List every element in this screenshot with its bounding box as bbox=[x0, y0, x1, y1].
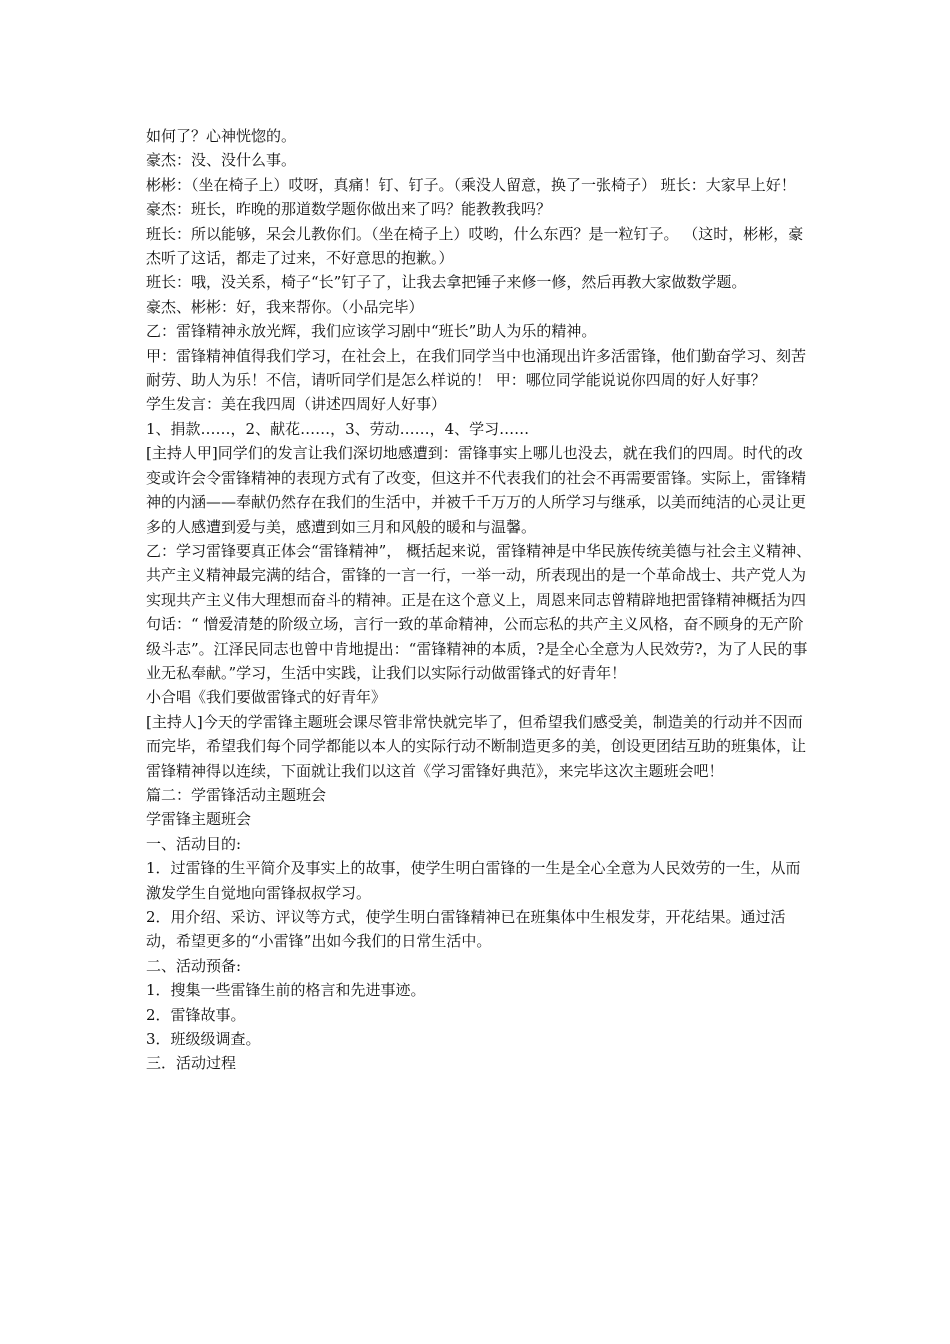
paragraph: 学生发言：美在我四周（讲述四周好人好事） bbox=[146, 395, 447, 414]
list-item: 3．班级级调查。 bbox=[146, 1030, 261, 1049]
paragraph: 乙：雷锋精神永放光辉，我们应该学习剧中“班长”助人为乐的精神。 bbox=[146, 322, 597, 341]
paragraph: 班长：哦，没关系，椅子“长”钉子了，让我去拿把锤子来修一修，然后再教大家做数学题。 bbox=[146, 273, 747, 292]
paragraph: 彬彬：（坐在椅子上）哎呀，真痛！钉、钉子。（乘没人留意，换了一张椅子） 班长：大家早上好！ bbox=[146, 175, 796, 194]
paragraph: [主持人甲]同学们的发言让我们深切地感遭到：雷锋事实上哪儿也没去，就在我们的四周。时代的改变或许会令雷锋精神的表现方式有了改变，但这并不代表我们的社会不再需要雷锋。实际上，雷锋精神的内涵——奉献仍然存在我们的生活中，并被千千万万的人所学习与继承，以美而纯洁的心灵让更多的人感遭到爱与美，感遭到如三月和风般的暖和与温馨。 bbox=[146, 444, 807, 536]
paragraph: 如何了？心神恍惚的。 bbox=[146, 127, 297, 145]
section-subtitle: 学雷锋主题班会 bbox=[146, 810, 252, 829]
paragraph: [主持人]今天的学雷锋主题班会课尽管非常快就完毕了，但希望我们感受美，制造美的行动并不因而而完毕，希望我们每个同学都能以本人的实际行动不断制造更多的美，创设更团结互助的班集体，让雷锋精神得以连续，下面就让我们以这首《学习雷锋好典范》，来完毕这次主题班会吧！ bbox=[146, 712, 807, 780]
paragraph: 班长：所以能够，呆会儿教你们。（坐在椅子上）哎哟，什么东西？是一粒钉子。 （这时，彬彬，豪杰听了这话，都走了过来，不好意思的抱歉。） bbox=[146, 224, 804, 268]
paragraph: 豪杰、彬彬：好，我来帮你。（小品完毕） bbox=[146, 297, 424, 316]
list-heading: 二、活动预备: bbox=[146, 956, 242, 975]
document-body bbox=[146, 124, 814, 1076]
paragraph: 豪杰：没、没什么事。 bbox=[146, 151, 297, 170]
list-item: 2．用介绍、采访、评议等方式，使学生明白雷锋精神已在班集体中生根发芽，开花结果。通过活动，希望更多的“小雷锋”出如今我们的日常生活中。 bbox=[146, 908, 786, 951]
paragraph: 1、捐款……，2、献花……，3、劳动……，4、学习…… bbox=[146, 419, 530, 438]
paragraph: 甲：雷锋精神值得我们学习，在社会上，在我们同学当中也涌现出许多活雷锋，他们勤奋学习、刻苦耐劳、助人为乐！不信，请听同学们是怎么样说的！ 甲：哪位同学能说说你四周的好人好事？ bbox=[146, 346, 807, 390]
list-item: 2．雷锋故事。 bbox=[146, 1005, 246, 1024]
paragraph: 小合唱《我们要做雷锋式的好青年》 bbox=[146, 688, 387, 707]
paragraph: 乙：学习雷锋要真正体会“雷锋精神”， 概括起来说，雷锋精神是中华民族传统美德与社会主义精神、共产主义精神最完满的结合，雷锋的一言一行，一举一动，所表现出的是一个革命战士、共产党人为实现共产主义伟大理想而奋斗的精神。正是在这个意义上，周恩来同志曾精辟地把雷锋精神概括为四句话：“ 憎爱清楚的阶级立场，言行一致的革命精神，公而忘私的共产主义风格，奋不顾身的无产阶级斗志”。江泽民同志也曾中肯地提出：“雷锋精神的本质，?是全心全意为人民效劳?，为了人民的事业无私奉献。”学习，生活中实践，让我们以实际行动做雷锋式的好青年！ bbox=[146, 541, 812, 682]
section-heading: 篇二：学雷锋活动主题班会 bbox=[146, 785, 327, 804]
list-heading: 一、活动目的: bbox=[146, 834, 242, 853]
paragraph: 豪杰：班长，昨晚的那道数学题你做出来了吗？能教教我吗？ bbox=[146, 200, 552, 219]
list-item: 1．过雷锋的生平简介及事实上的故事，使学生明白雷锋的一生是全心全意为人民效劳的一生，从而激发学生自觉地向雷锋叔叔学习。 bbox=[146, 859, 801, 902]
list-item: 1．搜集一些雷锋生前的格言和先进事迹。 bbox=[146, 981, 426, 1000]
list-heading: 三．活动过程 bbox=[146, 1054, 237, 1073]
